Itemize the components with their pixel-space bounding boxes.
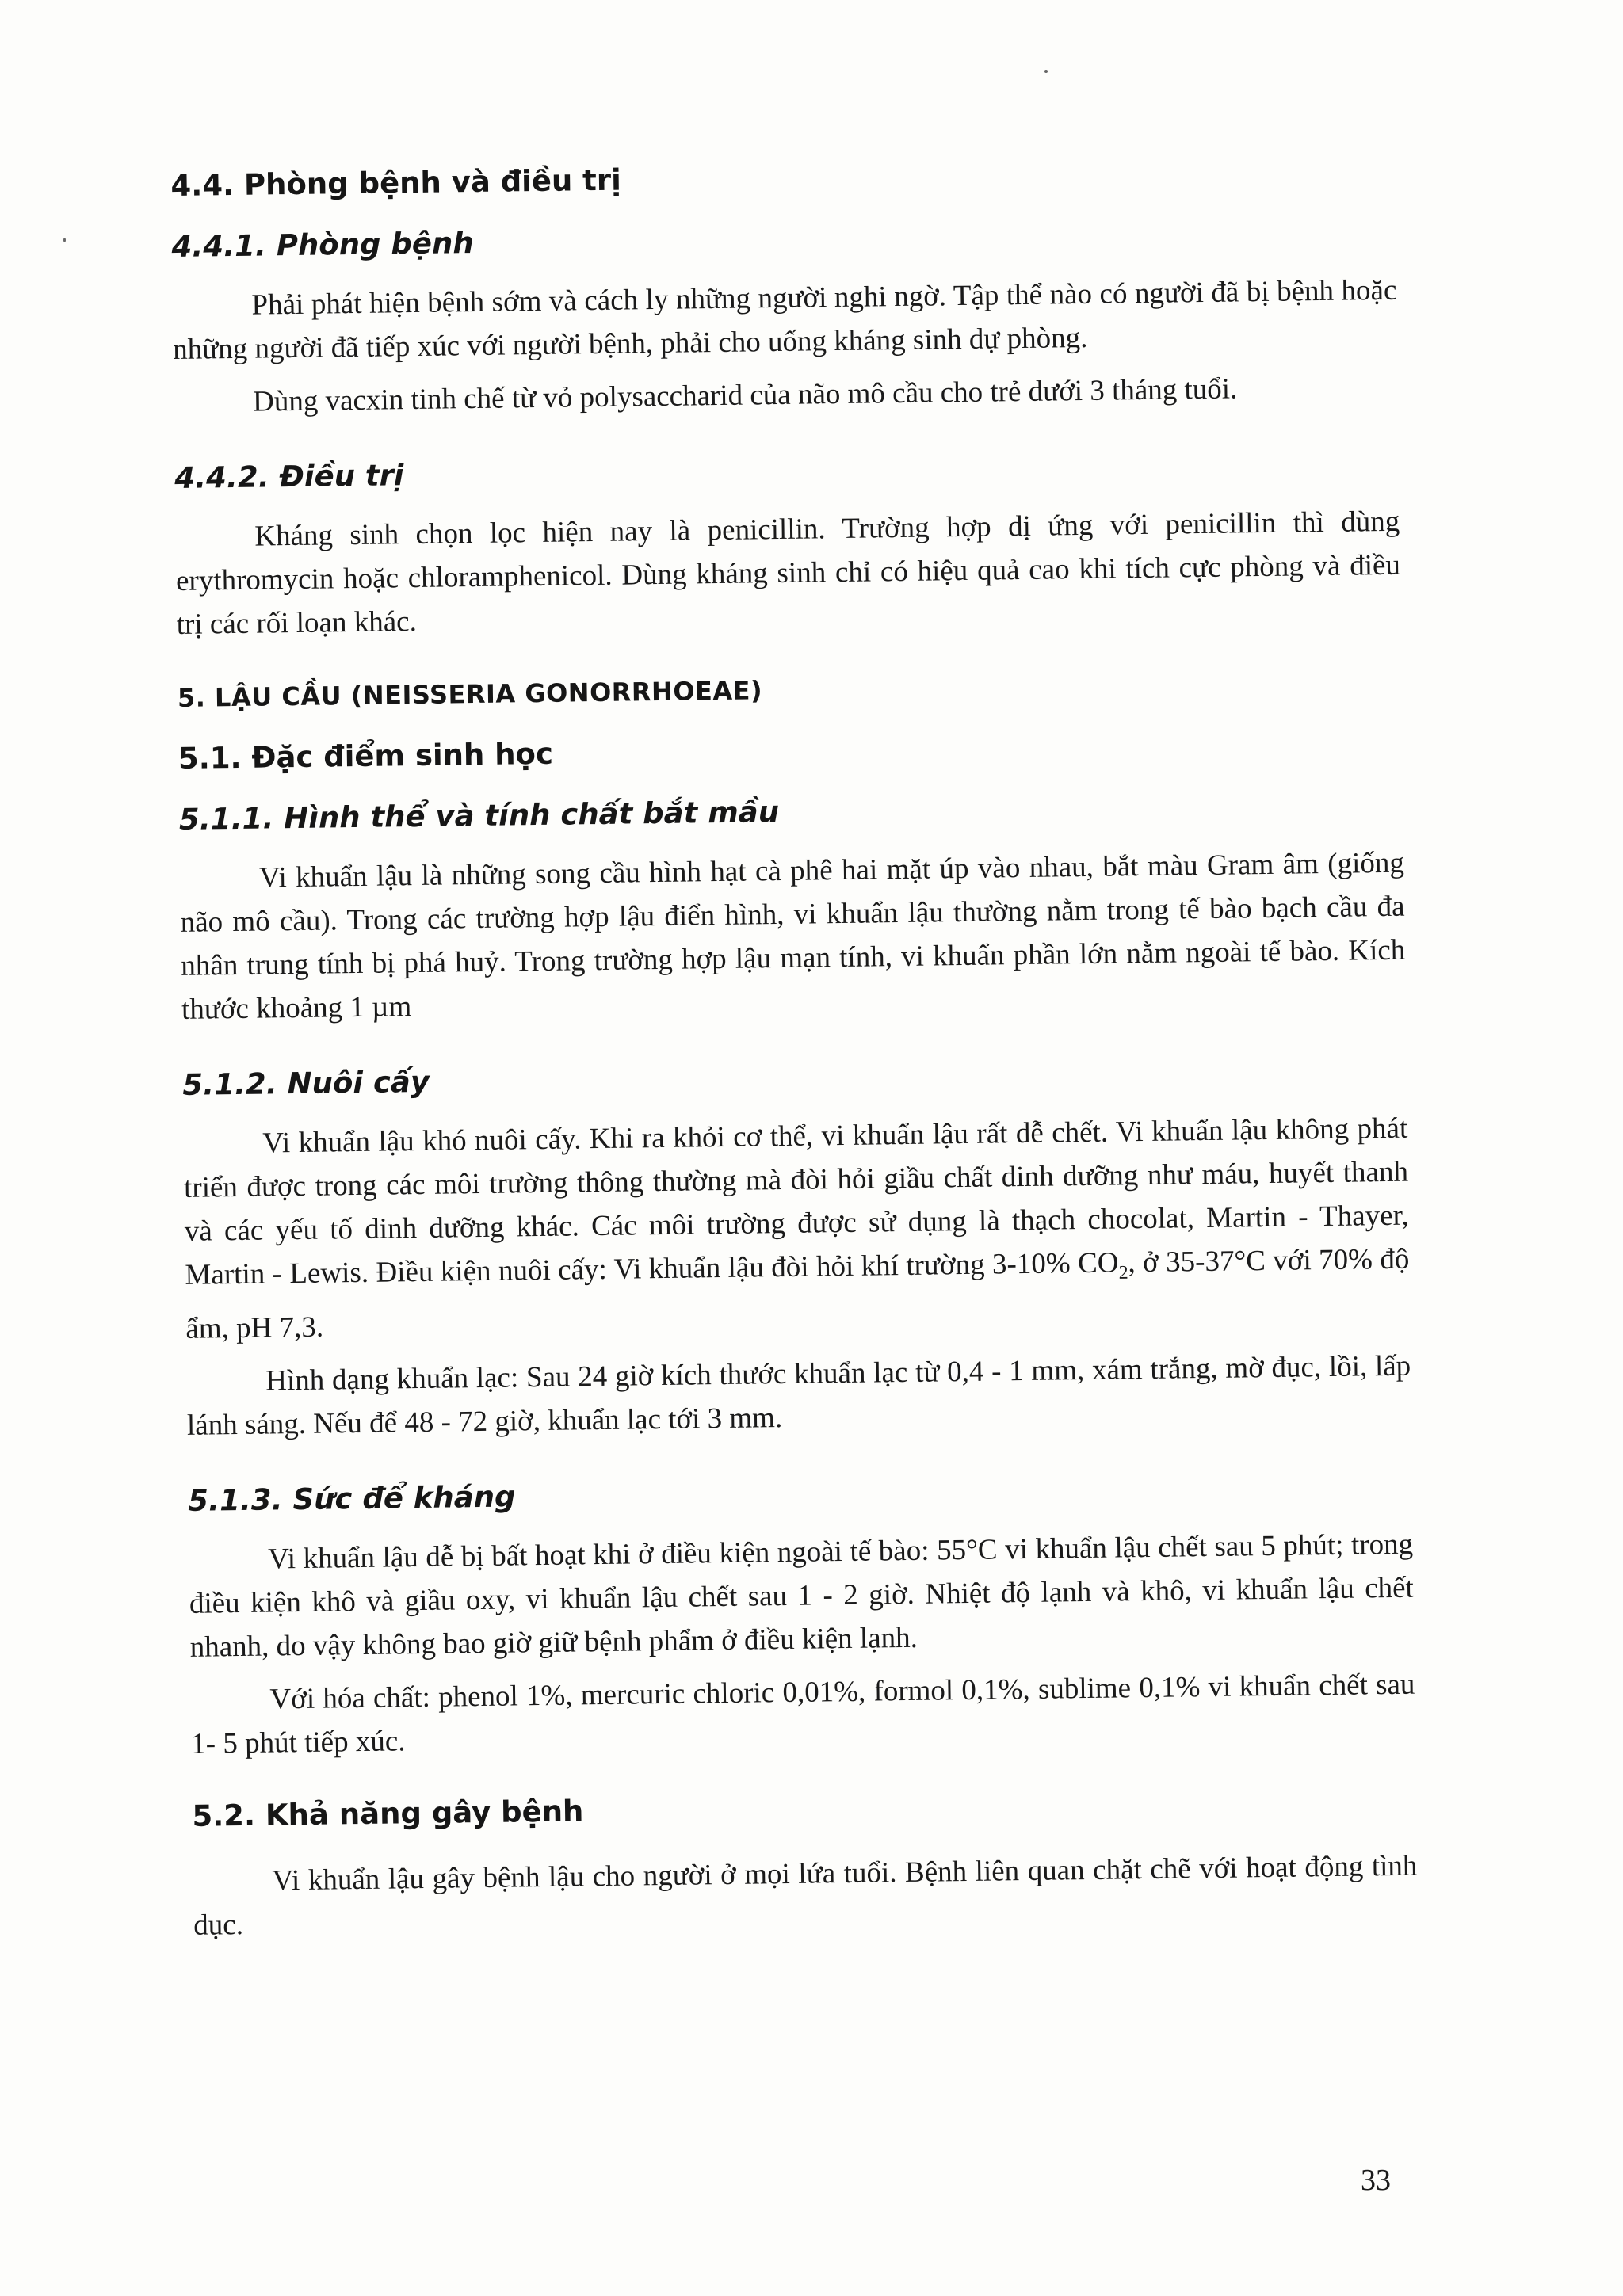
heading-5-1-3: 5.1.3. Sức để kháng: [187, 1479, 516, 1519]
paragraph-morphology: Vi khuẩn lậu là những song cầu hình hạt cà phê hai mặt úp vào nhau, bắt màu Gram âm (giống não mô cầu). Trong các trường hợp lậu điển hình, vi khuẩn lậu thường nằm trong tế bào bạch cầu đa nhân trung tính bị phá huỷ. Trong trường hợp lậu mạn tính, vi khuẩn phần lớn nằm ngoài tế bào. Kích thước khoảng 1 µm: [180, 846, 1406, 1026]
scan-speck: [63, 238, 66, 242]
page-content: [170, 139, 1419, 1957]
paragraph-culture-text: Vi khuẩn lậu khó nuôi cấy. Khi ra khỏi cơ thể, vi khuẩn lậu rất dễ chết. Vi khuẩn lậu không phát triển được trong các môi trường thông thường mà đòi hỏi giầu chất dinh dưỡng như máu, huyết thanh và các yếu tố dinh dưỡng khác. Các môi trường được sử dụng là thạch chocolat, Martin - Thayer, Martin - Lewis. Điều kiện nuôi cấy: Vi khuẩn lậu đòi hỏi khí trường 3-10% CO: [183, 1112, 1409, 1291]
heading-4-4-1: 4.4.1. Phòng bệnh: [171, 226, 474, 264]
scan-speck: [1044, 70, 1048, 73]
page-number: 33: [1361, 2164, 1391, 2197]
heading-4-4: 4.4. Phòng bệnh và điều trị: [170, 162, 622, 203]
paragraph-prevention: Phải phát hiện bệnh sớm và cách ly những người nghi ngờ. Tập thể nào có người đã bị bệnh hoặc những người đã tiếp xúc với người bệnh, phải cho uống kháng sinh dự phòng.: [172, 273, 1397, 366]
paragraph-treatment: Kháng sinh chọn lọc hiện nay là penicillin. Trường hợp dị ứng với penicillin thì dùng erythromycin hoặc chloramphenicol. Dùng kháng sinh chỉ có hiệu quả cao khi tích cực phòng và điều trị các rối loạn khác.: [175, 505, 1401, 641]
paragraph-chemicals: Với hóa chất: phenol 1%, mercuric chloric 0,01%, formol 0,1%, sublime 0,1% vi khuẩn chết sau 1- 5 phút tiếp xúc.: [191, 1669, 1415, 1761]
paragraph-colony-shape: Hình dạng khuẩn lạc: Sau 24 giờ kích thước khuẩn lạc từ 0,4 - 1 mm, xám trắng, mờ đục, lồi, lấp lánh sáng. Nếu để 48 - 72 giờ, khuẩn lạc tới 3 mm.: [186, 1350, 1411, 1443]
heading-5-1: 5.1. Đặc điểm sinh học: [178, 736, 554, 776]
heading-4-4-2: 4.4.2. Điều trị: [174, 458, 404, 495]
heading-5: 5. LẬU CẦU (NEISSERIA GONORRHOEAE): [177, 675, 763, 713]
paragraph-vaccine: Dùng vacxin tinh chế từ vỏ polysaccharid của não mô cầu cho trẻ dưới 3 tháng tuổi.: [252, 372, 1238, 418]
heading-5-1-1: 5.1.1. Hình thể và tính chất bắt mầu: [178, 795, 780, 837]
paragraph-resistance: Vi khuẩn lậu dễ bị bất hoạt khi ở điều kiện ngoài tế bào: 55°C vi khuẩn lậu chết sau 5 phút; trong điều kiện khô và giầu oxy, vi khuẩn lậu chết sau 1 - 2 giờ. Nhiệt độ lạnh và khô, vi khuẩn lậu chết nhanh, do vậy không bao giờ giữ bệnh phẩm ở điều kiện lạnh.: [189, 1528, 1415, 1665]
heading-5-2: 5.2. Khả năng gây bệnh: [192, 1794, 584, 1834]
heading-5-1-2: 5.1.2. Nuôi cấy: [182, 1064, 430, 1102]
paragraph-culture: [183, 1107, 1411, 1352]
co2-subscript: 2: [1118, 1262, 1128, 1283]
paragraph-pathogenicity: Vi khuẩn lậu gây bệnh lậu cho người ở mọi lứa tuổi. Bệnh liên quan chặt chẽ với hoạt động tình dục.: [193, 1849, 1418, 1943]
paragraph-culture-text-end: , ở 35-37°C với 70% độ ẩm, pH 7,3.: [185, 1242, 1410, 1346]
